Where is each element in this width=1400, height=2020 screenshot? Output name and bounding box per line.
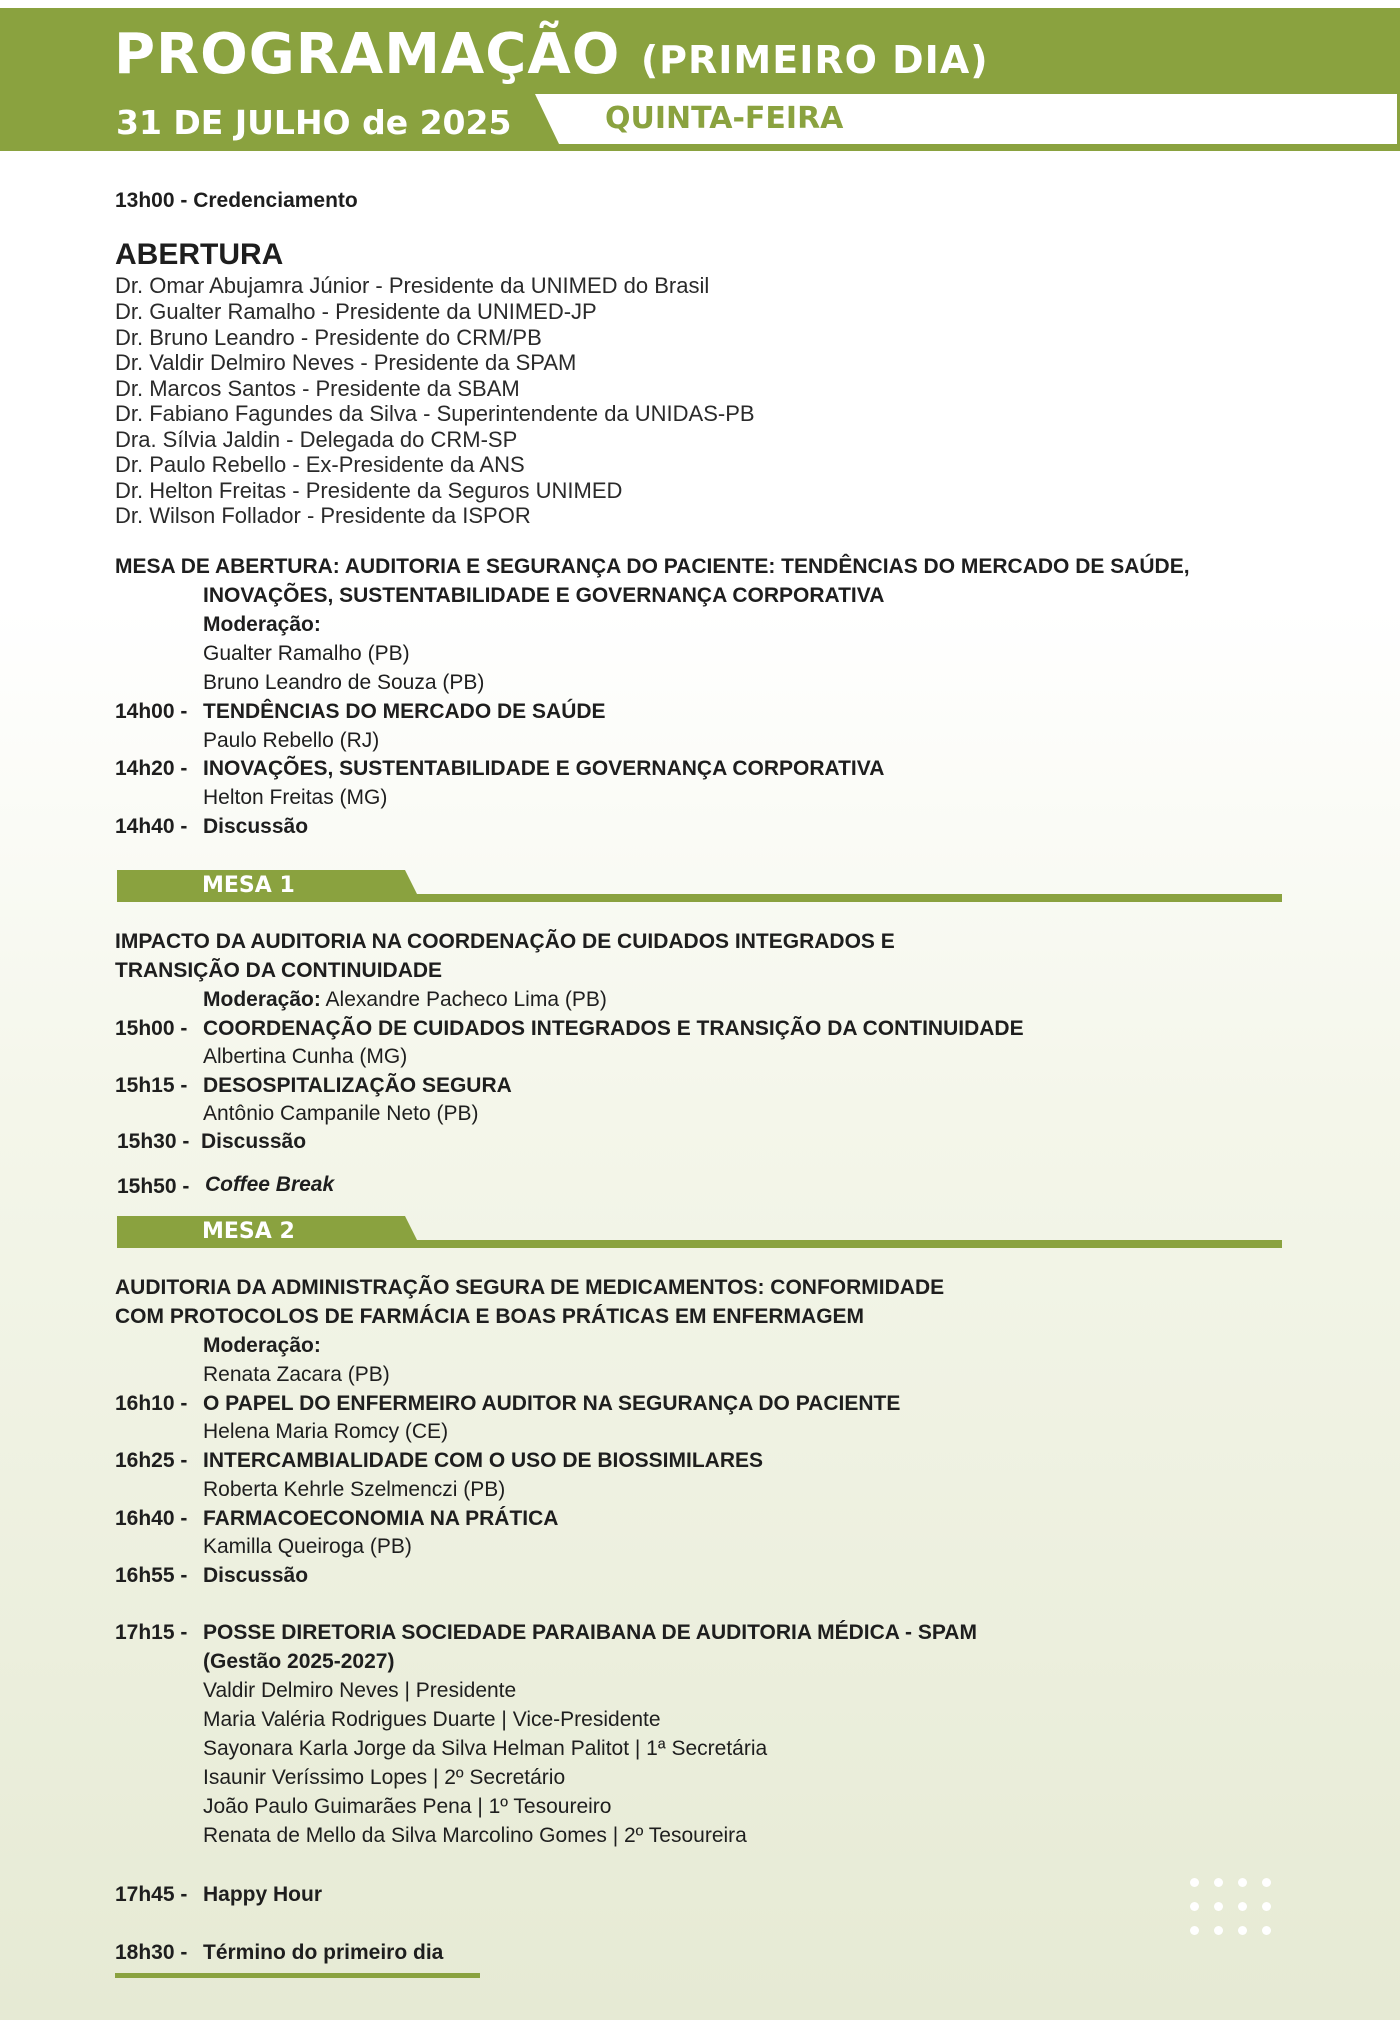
termino: Término do primeiro dia [203,1941,444,1964]
end-underline [115,1973,480,1978]
mesa1-label: MESA 1 [202,873,295,898]
session-title: TENDÊNCIAS DO MERCADO DE SAÚDE [203,700,606,723]
session-time: 16h55 - [115,1564,188,1587]
dot [1214,1902,1223,1911]
event-date: 31 DE JULHO de 2025 [116,103,512,142]
session-time: 16h25 - [115,1449,188,1472]
session-time: 14h20 - [115,757,188,780]
session-time: 16h40 - [115,1507,188,1530]
session-speaker: Antônio Campanile Neto (PB) [203,1102,479,1125]
session-time: 17h45 - [115,1883,188,1906]
board-member: Isaunir Veríssimo Lopes | 2º Secretário [203,1766,566,1789]
dot [1238,1878,1247,1887]
dot [1262,1878,1271,1887]
session-time: 14h00 - [115,700,188,723]
session-title: Discussão [201,1130,307,1153]
session-time: 15h30 - [117,1130,190,1153]
moderacao-label: Moderação: [203,1334,321,1357]
moderator: Renata Zacara (PB) [203,1363,390,1386]
abertura-name: Dr. Paulo Rebello - Ex-Presidente da ANS [115,452,525,477]
board-member: João Paulo Guimarães Pena | 1º Tesoureiro [203,1795,612,1818]
mesa2-label: MESA 2 [202,1219,295,1244]
header-banner [0,8,1400,151]
posse-title: POSSE DIRETORIA SOCIEDADE PARAIBANA DE AUDITORIA MÉDICA - SPAM [203,1621,977,1644]
abertura-name: Dr. Wilson Follador - Presidente da ISPOR [115,503,531,528]
moderacao-label: Moderação: [203,613,321,636]
mesa1-title: IMPACTO DA AUDITORIA NA COORDENAÇÃO DE CUIDADOS INTEGRADOS E [115,930,895,953]
weekday-label: QUINTA-FEIRA [605,101,844,136]
dot [1190,1902,1199,1911]
session-title: INTERCAMBIALIDADE COM O USO DE BIOSSIMILARES [203,1449,764,1472]
session-time: 15h00 - [115,1017,188,1040]
dot [1262,1926,1271,1935]
dot [1238,1926,1247,1935]
board-member: Renata de Mello da Silva Marcolino Gomes | 2º Tesoureira [203,1824,747,1847]
board-member: Maria Valéria Rodrigues Duarte | Vice-Presidente [203,1708,661,1731]
mesa1-moderation [203,985,607,1014]
mesa1-banner [117,870,1282,902]
session-speaker: Albertina Cunha (MG) [203,1045,408,1068]
mesa2-title-cont: COM PROTOCOLOS DE FARMÁCIA E BOAS PRÁTICAS EM ENFERMAGEM [115,1305,865,1328]
dot [1214,1926,1223,1935]
moderacao-label: Moderação: [203,988,321,1011]
abertura-name: Dr. Fabiano Fagundes da Silva - Superintendente da UNIDAS-PB [115,401,755,426]
session-title: INOVAÇÕES, SUSTENTABILIDADE E GOVERNANÇA CORPORATIVA [203,757,885,780]
abertura-name: Dr. Omar Abujamra Júnior - Presidente da UNIMED do Brasil [115,273,710,298]
coffee-break: Coffee Break [205,1173,335,1196]
abertura-name: Dr. Marcos Santos - Presidente da SBAM [115,376,520,401]
page-title: PROGRAMAÇÃO (PRIMEIRO DIA) [114,22,989,87]
page-subtitle: (PRIMEIRO DIA) [640,38,989,82]
abertura-name: Dr. Bruno Leandro - Presidente do CRM/PB [115,325,542,350]
abertura-name: Dr. Gualter Ramalho - Presidente da UNIMED-JP [115,299,597,324]
session-time: 15h15 - [115,1074,188,1097]
session-speaker: Helton Freitas (MG) [203,786,388,809]
decorative-dots [1190,1878,1280,1950]
session-speaker: Helena Maria Romcy (CE) [203,1420,449,1443]
credenciamento: 13h00 - Credenciamento [115,189,358,212]
session-speaker: Roberta Kehrle Szelmenczi (PB) [203,1478,506,1501]
abertura-heading: ABERTURA [115,238,284,271]
posse-gestao: (Gestão 2025-2027) [203,1650,395,1673]
session-time: 18h30 - [115,1941,188,1964]
session-time: 17h15 - [115,1621,188,1644]
abertura-name: Dra. Sílvia Jaldin - Delegada do CRM-SP [115,427,518,452]
dot [1190,1878,1199,1887]
dot [1214,1878,1223,1887]
dot [1190,1926,1199,1935]
session-title: COORDENAÇÃO DE CUIDADOS INTEGRADOS E TRANSIÇÃO DA CONTINUIDADE [203,1017,1024,1040]
moderator: Bruno Leandro de Souza (PB) [203,671,485,694]
session-speaker: Kamilla Queiroga (PB) [203,1535,412,1558]
session-time: 14h40 - [115,815,188,838]
mesa1-title-cont: TRANSIÇÃO DA CONTINUIDADE [115,959,443,982]
session-title: Discussão [203,1564,309,1587]
board-member: Sayonara Karla Jorge da Silva Helman Palitot | 1ª Secretária [203,1737,768,1760]
session-title: DESOSPITALIZAÇÃO SEGURA [203,1074,512,1097]
dot [1262,1902,1271,1911]
session-title: Discussão [203,815,309,838]
session-speaker: Paulo Rebello (RJ) [203,729,380,752]
dot [1238,1902,1247,1911]
moderator: Gualter Ramalho (PB) [203,642,410,665]
mesa2-banner [117,1216,1282,1248]
session-title: O PAPEL DO ENFERMEIRO AUDITOR NA SEGURANÇA DO PACIENTE [203,1392,901,1415]
moderator: Alexandre Pacheco Lima (PB) [325,988,607,1011]
happy-hour: Happy Hour [203,1883,323,1906]
abertura-name: Dr. Helton Freitas - Presidente da Seguros UNIMED [115,478,623,503]
session-time: 16h10 - [115,1392,188,1415]
abertura-name: Dr. Valdir Delmiro Neves - Presidente da SPAM [115,350,577,375]
mesa2-title: AUDITORIA DA ADMINISTRAÇÃO SEGURA DE MEDICAMENTOS: CONFORMIDADE [115,1276,945,1299]
mesa-abertura-title: MESA DE ABERTURA: AUDITORIA E SEGURANÇA DO PACIENTE: TENDÊNCIAS DO MERCADO DE SAÚDE, [115,555,1190,578]
mesa-abertura-title-cont: INOVAÇÕES, SUSTENTABILIDADE E GOVERNANÇA CORPORATIVA [203,584,885,607]
coffee-time: 15h50 - [117,1175,190,1198]
board-member: Valdir Delmiro Neves | Presidente [203,1679,517,1702]
session-title: FARMACOECONOMIA NA PRÁTICA [203,1507,559,1530]
